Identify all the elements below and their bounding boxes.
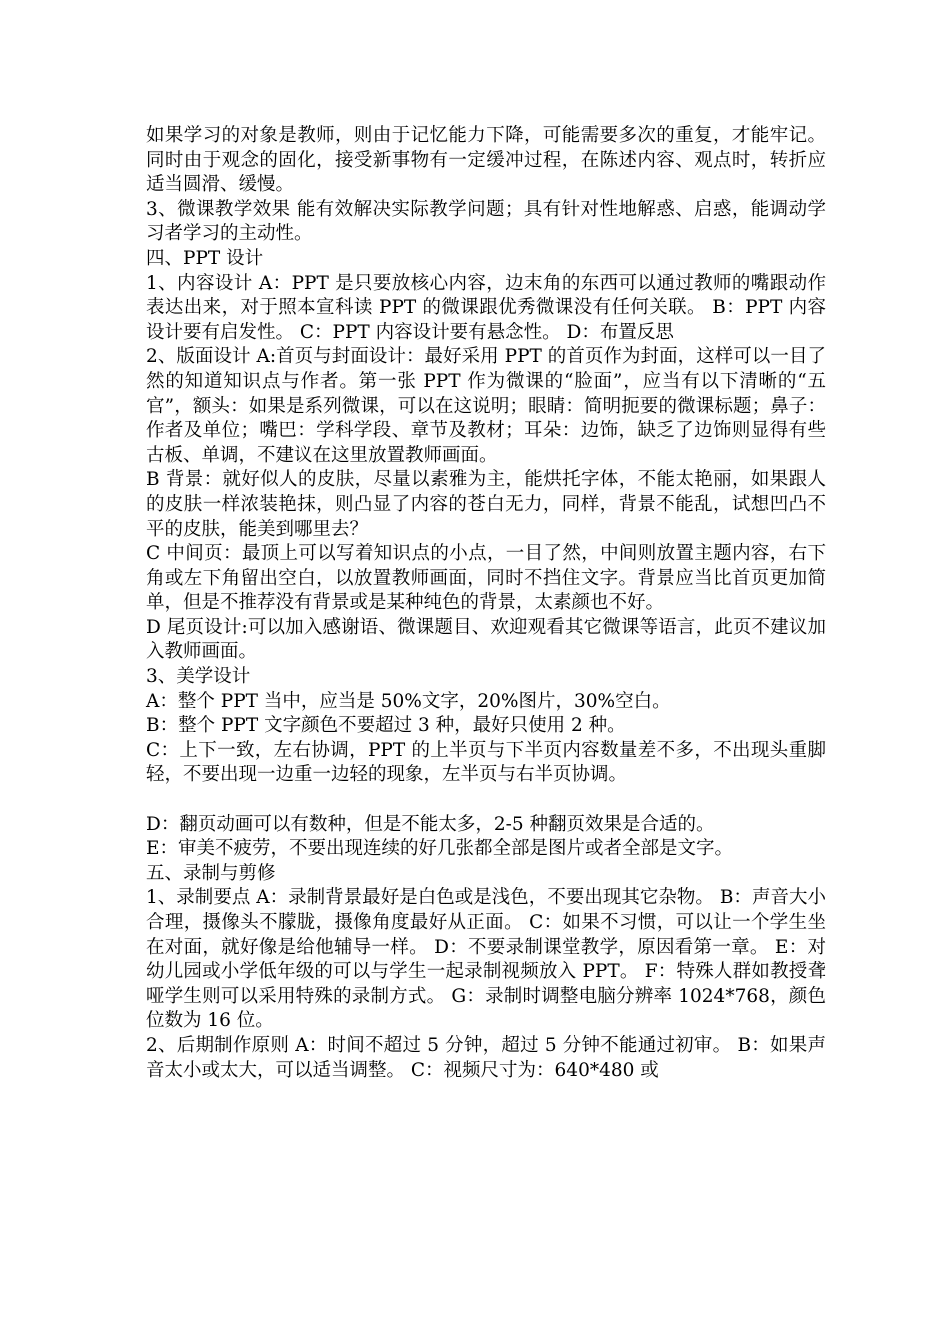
paragraph-middle-page: C 中间页：最顶上可以写着知识点的小点，一目了然，中间则放置主题内容，右下角或左下角留出空白，以放置教师画面，同时不挡住文字。背景应当比首页更加简单，但是不推荐没有背景或是某种纯色的背景，太素颜也不好。 — [146, 543, 826, 614]
paragraph-teaching-effect: 3、微课教学效果 能有效解决实际教学问题；具有针对性地解惑、启惑，能调动学习者学习的主动性。 — [146, 198, 826, 245]
document-page — [146, 124, 826, 1083]
heading-recording-editing: 五、录制与剪修 — [146, 862, 276, 884]
paragraph-aesthetic-c: C：上下一致，左右协调，PPT 的上半页与下半页内容数量差不多，不出现头重脚轻，不要出现一边重一边轻的现象，左半页与右半页协调。 — [146, 739, 826, 786]
paragraph-recording-points: 1、录制要点 A：录制背景最好是白色或是浅色，不要出现其它杂物。 B：声音大小合理，摄像头不朦胧，摄像角度最好从正面。 C：如果不习惯，可以让一个学生坐在对面，就好像是给他辅导一样。 D：不要录制课堂教学，原因看第一章。 E：对幼儿园或小学低年级的可以与学生一起录制视频放入 PPT。 F：特殊人群如教授聋哑学生则可以采用特殊的录制方式。 G：录制时调整电脑分辨率 1024*768，颜色位数为 16 位。 — [146, 887, 826, 1032]
paragraph-aesthetic-e: E：审美不疲劳，不要出现连续的好几张都全部是图片或者全部是文字。 — [146, 838, 734, 860]
heading-ppt-design: 四、PPT 设计 — [146, 247, 264, 269]
paragraph-teacher-learners: 如果学习的对象是教师，则由于记忆能力下降，可能需要多次的重复，才能牢记。同时由于观念的固化，接受新事物有一定缓冲过程，在陈述内容、观点时，转折应适当圆滑、缓慢。 — [146, 125, 826, 196]
paragraph-aesthetic-a: A：整个 PPT 当中，应当是 50%文字，20%图片，30%空白。 — [146, 690, 671, 712]
paragraph-post-production: 2、后期制作原则 A：时间不超过 5 分钟，超过 5 分钟不能通过初审。 B：如果声音太小或太大，可以适当调整。 C：视频尺寸为：640*480 或 — [146, 1034, 826, 1081]
paragraph-layout-design: 2、版面设计 A:首页与封面设计：最好采用 PPT 的首页作为封面，这样可以一目了然的知道知识点与作者。第一张 PPT 作为微课的“脸面”，应当有以下清晰的“五官”，额头：如果是系列微课，可以在这说明；眼睛：简明扼要的微课标题；鼻子：作者及单位；嘴巴：学科学段、章节及教材；耳朵：边饰，缺乏了边饰则显得有些古板、单调，不建议在这里放置教师画面。 — [146, 346, 826, 466]
paragraph-background: B 背景：就好似人的皮肤，尽量以素雅为主，能烘托字体，不能太艳丽，如果跟人的皮肤一样浓装艳抹，则凸显了内容的苍白无力，同样，背景不能乱，试想凹凸不平的皮肤，能美到哪里去？ — [146, 469, 826, 540]
heading-aesthetic-design: 3、美学设计 — [146, 666, 251, 688]
paragraph-last-page: D 尾页设计:可以加入感谢语、微课题目、欢迎观看其它微课等语言，此页不建议加入教师画面。 — [146, 616, 826, 663]
paragraph-aesthetic-b: B：整个 PPT 文字颜色不要超过 3 种，最好只使用 2 种。 — [146, 715, 626, 737]
blank-line — [146, 788, 826, 813]
paragraph-content-design: 1、内容设计 A：PPT 是只要放核心内容，边末角的东西可以通过教师的嘴跟动作表达出来，对于照本宣科读 PPT 的微课跟优秀微课没有任何关联。 B：PPT 内容设计要有启发性。 C：PPT 内容设计要有悬念性。 D：布置反思 — [146, 272, 826, 343]
paragraph-aesthetic-d: D：翻页动画可以有数种，但是不能太多，2-5 种翻页效果是合适的。 — [146, 813, 715, 835]
